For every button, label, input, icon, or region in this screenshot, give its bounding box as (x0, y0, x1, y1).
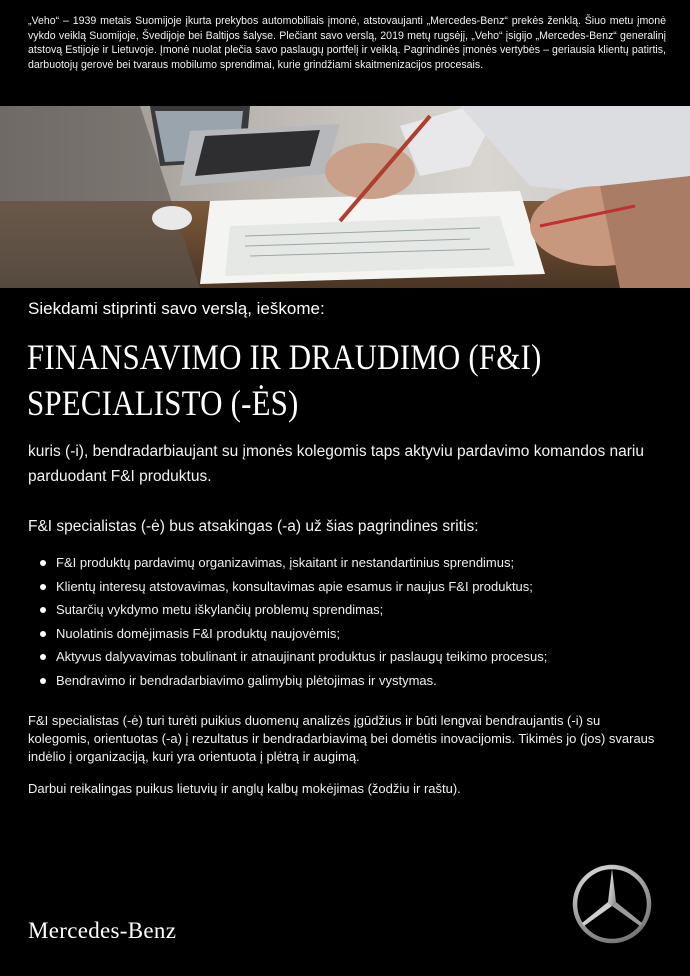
bullet-dot-icon (40, 654, 46, 660)
company-intro: „Veho“ – 1939 metais Suomijoje įkurta prekybos automobiliais įmonė, atstovaujanti „Mercedes-Benz“ prekės ženklą. Šiuo metu įmonė vykdo veiklą Suomijoje, Švedijoje bei Baltijos šalyse. Plečiant savo verslą, 2019 metų rugsėjį, „Veho“ įsigijo „Mercedes-Benz“ generalinį atstovą Estijoje ir Lietuvoje. Įmonė nuolat plečia savo paslaugų portfelį ir veiklą. Pagrindinės įmonės vertybės – geriausia klientų patirtis, darbuotojų gerovė bei tvaraus mobilumo sprendimai, kurie grindžiami skaitmenizacijos procesais. (28, 15, 666, 71)
list-item: Sutarčių vykdymo metu iškylančių problemų sprendimas; (38, 598, 668, 622)
brand-wordmark: Mercedes-Benz (28, 918, 177, 943)
bullet-dot-icon (40, 584, 46, 590)
bullet-dot-icon (40, 678, 46, 684)
job-subtitle: kuris (-i), bendradarbiaujant su įmonės kolegomis taps aktyviu pardavimo komandos nariu parduodant F&I produktus. (28, 443, 644, 485)
bullet-dot-icon (40, 607, 46, 613)
responsibilities-list (38, 551, 668, 692)
bullet-dot-icon (40, 560, 46, 566)
job-title (27, 334, 577, 426)
header-photo (0, 106, 690, 288)
job-title-line-1: FINANSAVIMO IR DRAUDIMO (F&I) (27, 337, 542, 377)
bullet-dot-icon (40, 631, 46, 637)
list-item: Aktyvus dalyvavimas tobulinant ir atnaujinant produktus ir paslaugų teikimo procesus; (38, 645, 668, 669)
language-requirement: Darbui reikalingas puikus lietuvių ir anglų kalbų mokėjimas (žodžiu ir raštu). (28, 781, 461, 796)
list-item: Klientų interesų atstovavimas, konsultavimas apie esamus ir naujus F&I produktus; (38, 575, 668, 599)
list-item: Nuolatinis domėjimasis F&I produktų naujovėmis; (38, 622, 668, 646)
requirements-paragraph: F&I specialistas (-ė) turi turėti puikius duomenų analizės įgūdžius ir būti lengvai bendraujantis (-i) su kolegomis, orientuotas (-a) į rezultatus ir bendradarbiavimą bei domėtis inovacijomis. Tikimės jo (jos) svaraus indėlio į organizaciją, kuri yra orientuota į plėtrą ir augimą. (28, 713, 655, 764)
office-meeting-image (0, 106, 690, 288)
mercedes-star-icon (572, 864, 652, 944)
list-item: F&I produktų pardavimų organizavimas, įskaitant ir nestandartinius sprendimus; (38, 551, 668, 575)
responsibilities-heading: F&I specialistas (-ė) bus atsakingas (-a) už šias pagrindines sritis: (28, 518, 479, 535)
lead-text: Siekdami stiprinti savo verslą, ieškome: (28, 299, 325, 318)
list-item: Bendravimo ir bendradarbiavimo galimybių plėtojimas ir vystymas. (38, 669, 668, 693)
job-title-line-2: SPECIALISTO (-ĖS) (27, 383, 299, 423)
